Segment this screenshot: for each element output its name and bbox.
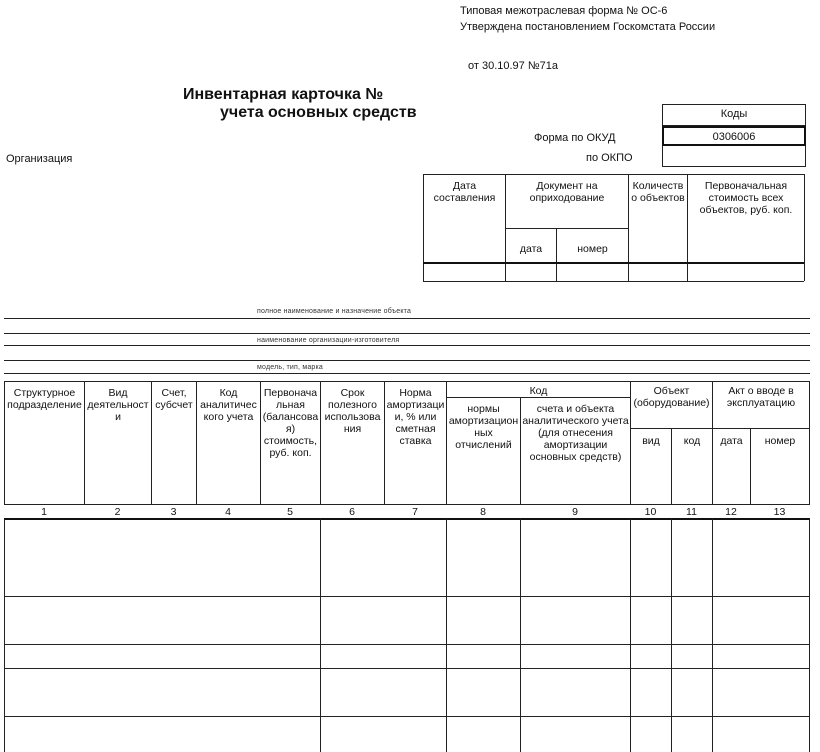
col-number-13: 13 <box>773 506 786 518</box>
col-doc-number: номер <box>577 243 608 255</box>
col-number-2: 2 <box>114 506 121 518</box>
col-code-group: Код <box>529 385 548 397</box>
doc-date-input[interactable] <box>506 264 555 280</box>
table-row[interactable] <box>5 597 809 643</box>
col-initial-balance-cost: Первоначальная (балансовая) стоимость, руб. коп. <box>262 387 319 459</box>
col-number-9: 9 <box>572 506 578 518</box>
organization-label: Организация <box>6 153 73 165</box>
col-number-11: 11 <box>686 506 697 518</box>
object-name-caption: полное наименование и назначение объекта <box>257 308 412 315</box>
col-number-1: 1 <box>41 506 47 518</box>
approved-date-label: от 30.10.97 №71а <box>468 60 558 72</box>
doc-number-input[interactable] <box>557 264 627 280</box>
okud-value: 0306006 <box>712 131 756 143</box>
col-number-5: 5 <box>287 506 293 518</box>
col-analytic-code: Код аналитического учета <box>200 387 257 423</box>
col-number-3: 3 <box>170 506 177 518</box>
doc-date-compiled-input[interactable] <box>424 264 504 280</box>
col-number-10: 10 <box>644 506 657 518</box>
col-object-type: вид <box>642 435 660 447</box>
col-analytic-account: счета и объекта аналитического учета (для отнесения амортизации основных средств) <box>522 403 629 463</box>
codes-header: Коды <box>720 108 748 120</box>
form-type-label: Типовая межотраслевая форма № ОС-6 <box>460 5 668 17</box>
card-title: Инвентарная карточка № <box>183 86 384 103</box>
col-act-number: номер <box>764 435 796 447</box>
manufacturer-caption: наименование организации-изготовителя <box>257 337 400 344</box>
okpo-code-cell[interactable] <box>662 148 806 166</box>
col-account: Счет, субсчет <box>155 387 193 411</box>
table-row[interactable] <box>5 717 809 752</box>
col-depreciation-rate: Норма амортизации, % или сметная ставка <box>386 387 445 447</box>
col-act-date: дата <box>720 435 743 447</box>
approved-by-label: Утверждена постановлением Госкомстата России <box>460 21 716 33</box>
table-row[interactable] <box>5 645 809 667</box>
col-number-4: 4 <box>225 506 231 518</box>
col-activity-type: Вид деятельности <box>87 387 149 423</box>
quantity-input[interactable] <box>629 264 686 280</box>
col-structural-unit: Структурное подразделение <box>7 387 82 411</box>
col-object-code: код <box>683 435 701 447</box>
okud-label: Форма по ОКУД <box>534 132 616 144</box>
card-subtitle: учета основных средств <box>220 104 417 121</box>
col-number-7: 7 <box>412 506 418 518</box>
col-initial-cost: Первоначальная стоимость всех объектов, руб. коп. <box>699 180 793 216</box>
table-row[interactable] <box>5 520 809 595</box>
col-quantity: Количество объектов <box>631 180 685 204</box>
col-commissioning-act: Акт о вводе в эксплуатацию <box>726 385 796 409</box>
col-number-6: 6 <box>349 506 355 518</box>
col-document: Документ на оприходование <box>529 180 605 204</box>
col-number-8: 8 <box>480 506 486 518</box>
okpo-label: по ОКПО <box>586 152 633 164</box>
initial-cost-input[interactable] <box>688 264 803 280</box>
table-row[interactable] <box>5 669 809 715</box>
col-object-group: Объект (оборудование) <box>633 385 710 409</box>
col-useful-life: Срок полезного использования <box>324 387 381 435</box>
col-number-12: 12 <box>725 506 737 518</box>
col-date-compiled: Дата составления <box>433 180 496 204</box>
col-doc-date: дата <box>519 243 543 255</box>
col-depreciation-norms: нормы амортизационных отчислений <box>448 403 519 451</box>
model-caption: модель, тип, марка <box>257 364 324 371</box>
